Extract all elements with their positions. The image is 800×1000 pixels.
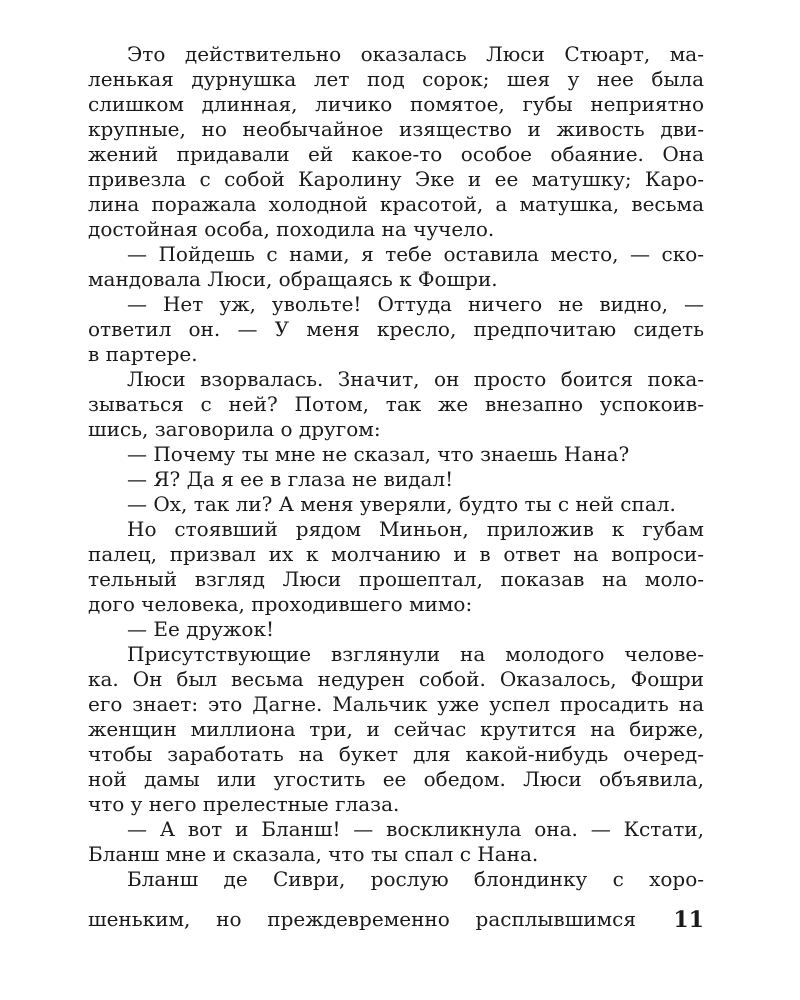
text-line: женщин миллиона три, и сейчас крутится на бирже,: [88, 717, 704, 741]
text-line: жений придавали ей какое-то особое обаяние. Она: [88, 142, 704, 166]
text-line: в партере.: [88, 342, 198, 366]
text-line: крупные, но необычайное изящество и живость дви-: [88, 117, 704, 141]
text-line: мандовала Люси, обращаясь к Фошри.: [88, 267, 498, 291]
text-line: лина поражала холодной красотой, а матушка, весьма: [88, 192, 704, 216]
text-line-final: шеньким, но преждевременно расплывшимся: [88, 907, 636, 931]
text-line: ответил он. — У меня кресло, предпочитаю сидеть: [88, 317, 704, 341]
text-line: Но стоявший рядом Миньон, приложив к губам: [127, 517, 704, 541]
text-line: ленькая дурнушка лет под сорок; шея у нее была: [88, 67, 704, 91]
text-line: шись, заговорила о другом:: [88, 417, 381, 441]
text-line: Люси взорвалась. Значит, он просто боится пока-: [127, 367, 704, 391]
text-line: слишком длинная, личико помятое, губы неприятно: [88, 92, 704, 116]
book-page-text: [88, 42, 704, 892]
text-line: — А вот и Бланш! — воскликнула она. — Кстати,: [127, 817, 704, 841]
text-line: Бланш мне и сказала, что ты спал с Нана.: [88, 842, 539, 866]
text-line: достойная особа, походила на чучело.: [88, 217, 495, 241]
text-line: — Ее дружок!: [127, 617, 275, 641]
text-line: — Почему ты мне не сказал, что знаешь Нана?: [127, 442, 630, 466]
text-line: привезла с собой Каролину Эке и ее матушку; Каро-: [88, 167, 704, 191]
text-line: — Нет уж, увольте! Оттуда ничего не видно, —: [127, 292, 704, 316]
text-line: Присутствующие взглянули на молодого челове-: [127, 642, 704, 666]
text-line: зываться с ней? Потом, так же внезапно успокоив-: [88, 392, 704, 416]
text-line: — Ох, так ли? А меня уверяли, будто ты с ней спал.: [127, 492, 676, 516]
text-line: Бланш де Сиври, рослую блондинку с хоро-: [127, 867, 704, 891]
page-number: 11: [673, 907, 704, 933]
text-line: дого человека, проходившего мимо:: [88, 592, 473, 616]
text-line: тельный взгляд Люси прошептал, показав на моло-: [88, 567, 704, 591]
text-line: Это действительно оказалась Люси Стюарт, ма-: [127, 42, 704, 66]
text-line: — Я? Да я ее в глаза не видал!: [127, 467, 454, 491]
text-line: ка. Он был весьма недурен собой. Оказалось, Фошри: [88, 667, 704, 691]
text-line: что у него прелестные глаза.: [88, 792, 400, 816]
text-line: его знает: это Дагне. Мальчик уже успел просадить на: [88, 692, 704, 716]
text-line: ной дамы или угостить ее обедом. Люси объявила,: [88, 767, 704, 791]
text-line: чтобы заработать на букет для какой-нибудь очеред-: [88, 742, 704, 766]
text-line: — Пойдешь с нами, я тебе оставила место, — ско-: [127, 242, 704, 266]
text-line: палец, призвал их к молчанию и в ответ на вопроси-: [88, 542, 704, 566]
